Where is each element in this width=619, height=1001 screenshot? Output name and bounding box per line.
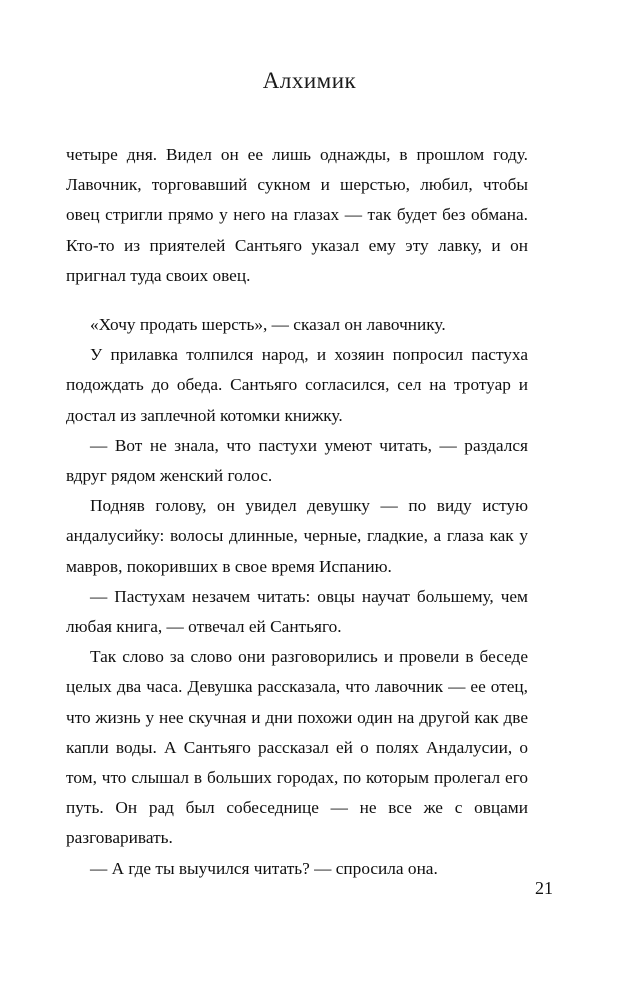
paragraph: Так слово за слово они разговорились и провели в беседе целых два часа. Девушка рассказала, что лавочник — ее отец, что жизнь у нее скучная и дни похожи один на другой как две капли воды. А Сантьяго рассказал ей о полях Андалусии, о том, что слышал в больших городах, по которым пролегал его путь. Он рад был собеседнице — не все же с овцами разговаривать. bbox=[66, 647, 528, 848]
paragraph: — Пастухам незачем читать: овцы научат большему, чем любая книга, — отвечал ей Сантьяго. bbox=[66, 586, 528, 637]
paragraph: Подняв голову, он увидел девушку — по виду истую андалусийку: волосы длинные, черные, гладкие, а глаза как у мавров, покоривших в свое время Испанию. bbox=[66, 496, 528, 576]
paragraph: «Хочу продать шерсть», — сказал он лавочнику. bbox=[90, 315, 446, 335]
paragraph: — А где ты выучился читать? — спросила она. bbox=[90, 858, 438, 878]
paragraph: четыре дня. Видел он ее лишь однажды, в прошлом году. Лавочник, торговавший сукном и шерстью, любил, чтобы овец стригли прямо у него на глазах — так будет без обмана. Кто-то из приятелей Сантьяго указал ему эту лавку, и он пригнал туда своих овец. bbox=[66, 145, 528, 285]
page-number: 21 bbox=[535, 878, 553, 898]
paragraph: У прилавка толпился народ, и хозяин попросил пастуха подождать до обеда. Сантьяго согласился, сел на тротуар и достал из заплечной котомки книжку. bbox=[66, 345, 528, 425]
paragraph: — Вот не знала, что пастухи умеют читать, — раздался вдруг рядом женский голос. bbox=[66, 435, 528, 486]
body-text bbox=[66, 140, 528, 884]
running-head: Алхимик bbox=[262, 68, 357, 93]
